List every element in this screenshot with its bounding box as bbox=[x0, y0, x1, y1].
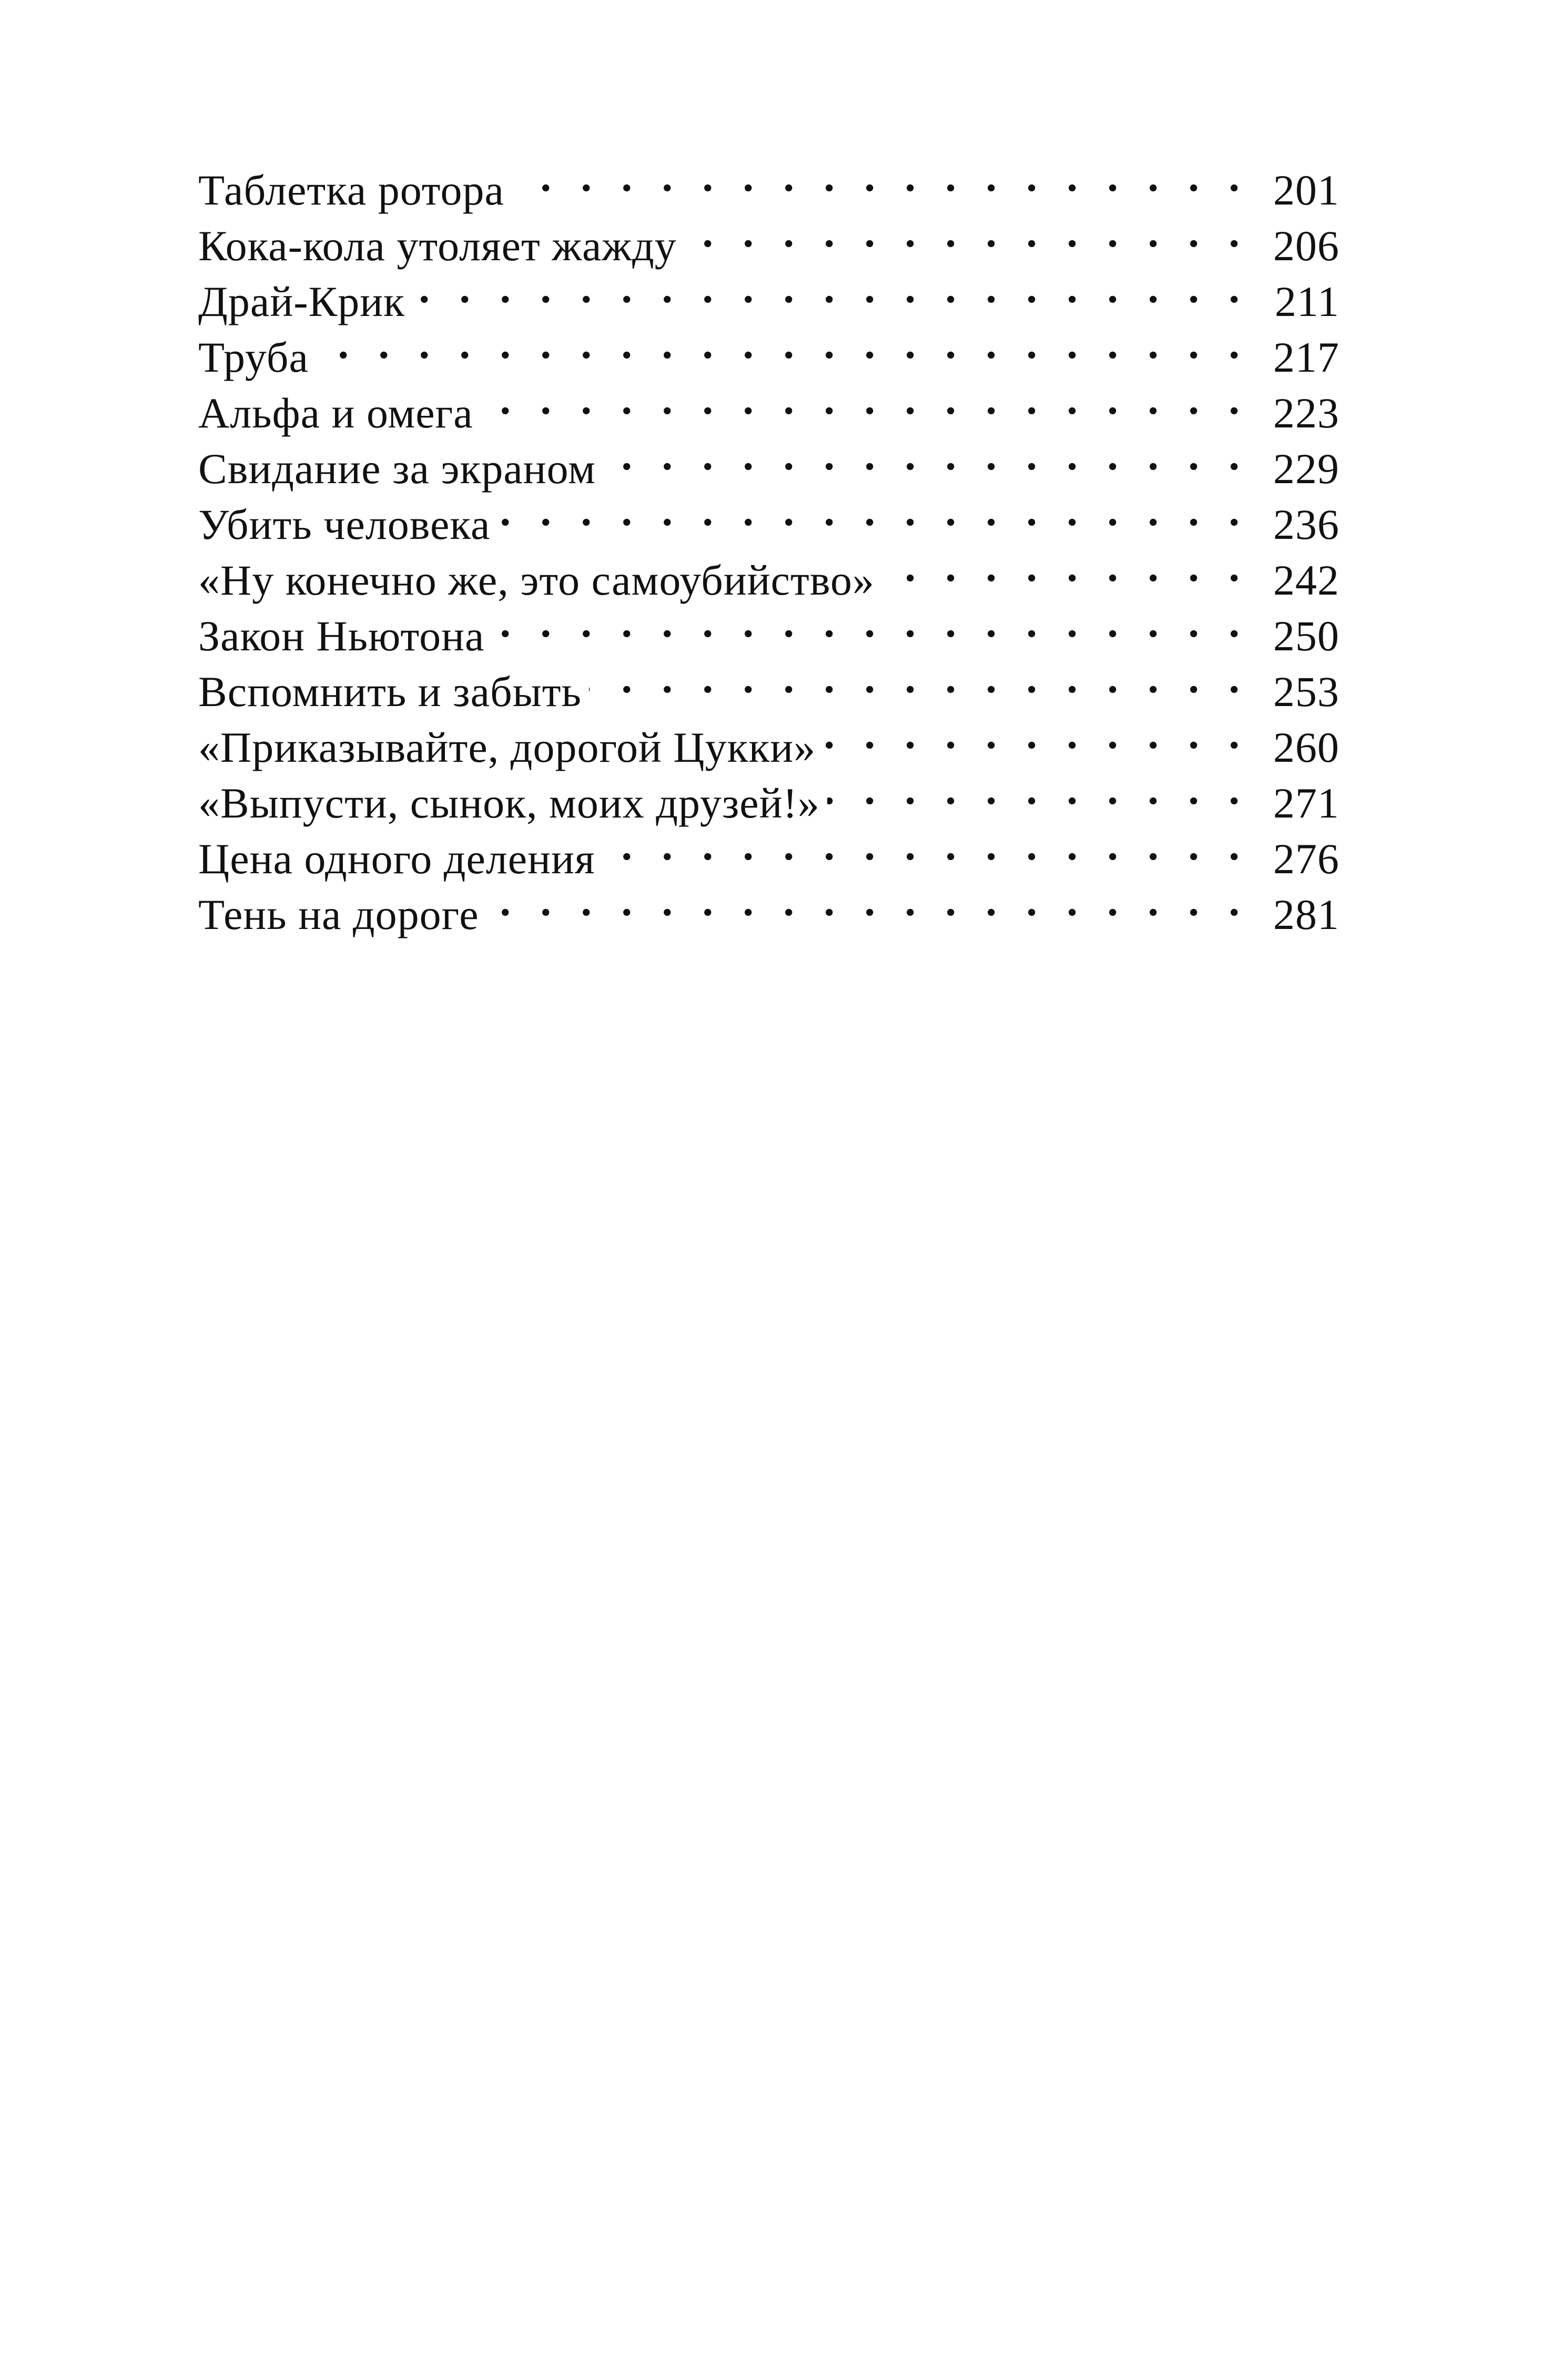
toc-dot-leader bbox=[823, 706, 1249, 762]
toc-entry-title: Свидание за экраном bbox=[198, 445, 596, 493]
toc-dot-leader bbox=[497, 483, 1249, 539]
toc-entry-page: 206 bbox=[1273, 222, 1339, 270]
toc-dot-leader bbox=[481, 372, 1249, 427]
toc-entry-page: 236 bbox=[1273, 500, 1339, 548]
toc-entry-title: Труба bbox=[198, 333, 309, 381]
toc-dot-leader bbox=[589, 650, 1249, 706]
toc-entry-title: Цена одного деления bbox=[198, 835, 595, 883]
toc-dot-leader bbox=[882, 539, 1249, 595]
toc-entry bbox=[198, 149, 1339, 214]
toc-entry-page: 281 bbox=[1273, 891, 1339, 938]
toc-entry-page: 217 bbox=[1273, 333, 1339, 381]
toc-entry-page: 229 bbox=[1273, 445, 1339, 493]
toc-entry-page: 242 bbox=[1273, 556, 1339, 604]
toc-entry-page: 211 bbox=[1275, 278, 1339, 325]
toc-dot-leader bbox=[603, 427, 1249, 483]
toc-entry bbox=[198, 372, 1339, 437]
toc-entry-title: «Выпусти, сынок, моих друзей!» bbox=[198, 779, 820, 827]
toc-dot-leader bbox=[512, 149, 1249, 205]
toc-entry-page: 250 bbox=[1273, 612, 1339, 660]
toc-entry-page: 271 bbox=[1273, 779, 1339, 827]
toc-entry-title: Альфа и омега bbox=[198, 389, 473, 437]
toc-dot-leader bbox=[684, 205, 1249, 260]
toc-entry-title: Кока-кола утоляет жажду bbox=[198, 222, 677, 270]
toc-entry-title: Драй-Крик bbox=[198, 278, 405, 325]
toc-entry-title: Убить человека bbox=[198, 500, 491, 548]
toc-entry-page: 253 bbox=[1273, 668, 1339, 716]
table-of-contents bbox=[198, 149, 1339, 938]
toc-dot-leader bbox=[486, 873, 1249, 929]
toc-dot-leader bbox=[603, 818, 1249, 873]
toc-entry-title: Таблетка ротора bbox=[198, 166, 504, 214]
toc-entry-title: Тень на дороге bbox=[198, 891, 479, 938]
toc-entry bbox=[198, 316, 1339, 381]
toc-entry-page: 223 bbox=[1273, 389, 1339, 437]
toc-dot-leader bbox=[316, 316, 1249, 372]
toc-entry-title: Вспомнить и забыть bbox=[198, 668, 582, 716]
toc-dot-leader bbox=[492, 595, 1249, 650]
toc-entry-page: 201 bbox=[1273, 166, 1339, 214]
toc-entry-page: 276 bbox=[1273, 835, 1339, 883]
toc-entry-title: Закон Ньютона bbox=[198, 612, 485, 660]
toc-dot-leader bbox=[412, 260, 1249, 316]
toc-entry-title: «Приказывайте, дорогой Цукки» bbox=[198, 723, 816, 771]
toc-entry-title: «Ну конечно же, это самоубийство» bbox=[198, 556, 875, 604]
toc-entry-page: 260 bbox=[1273, 723, 1339, 771]
toc-dot-leader bbox=[827, 762, 1249, 818]
